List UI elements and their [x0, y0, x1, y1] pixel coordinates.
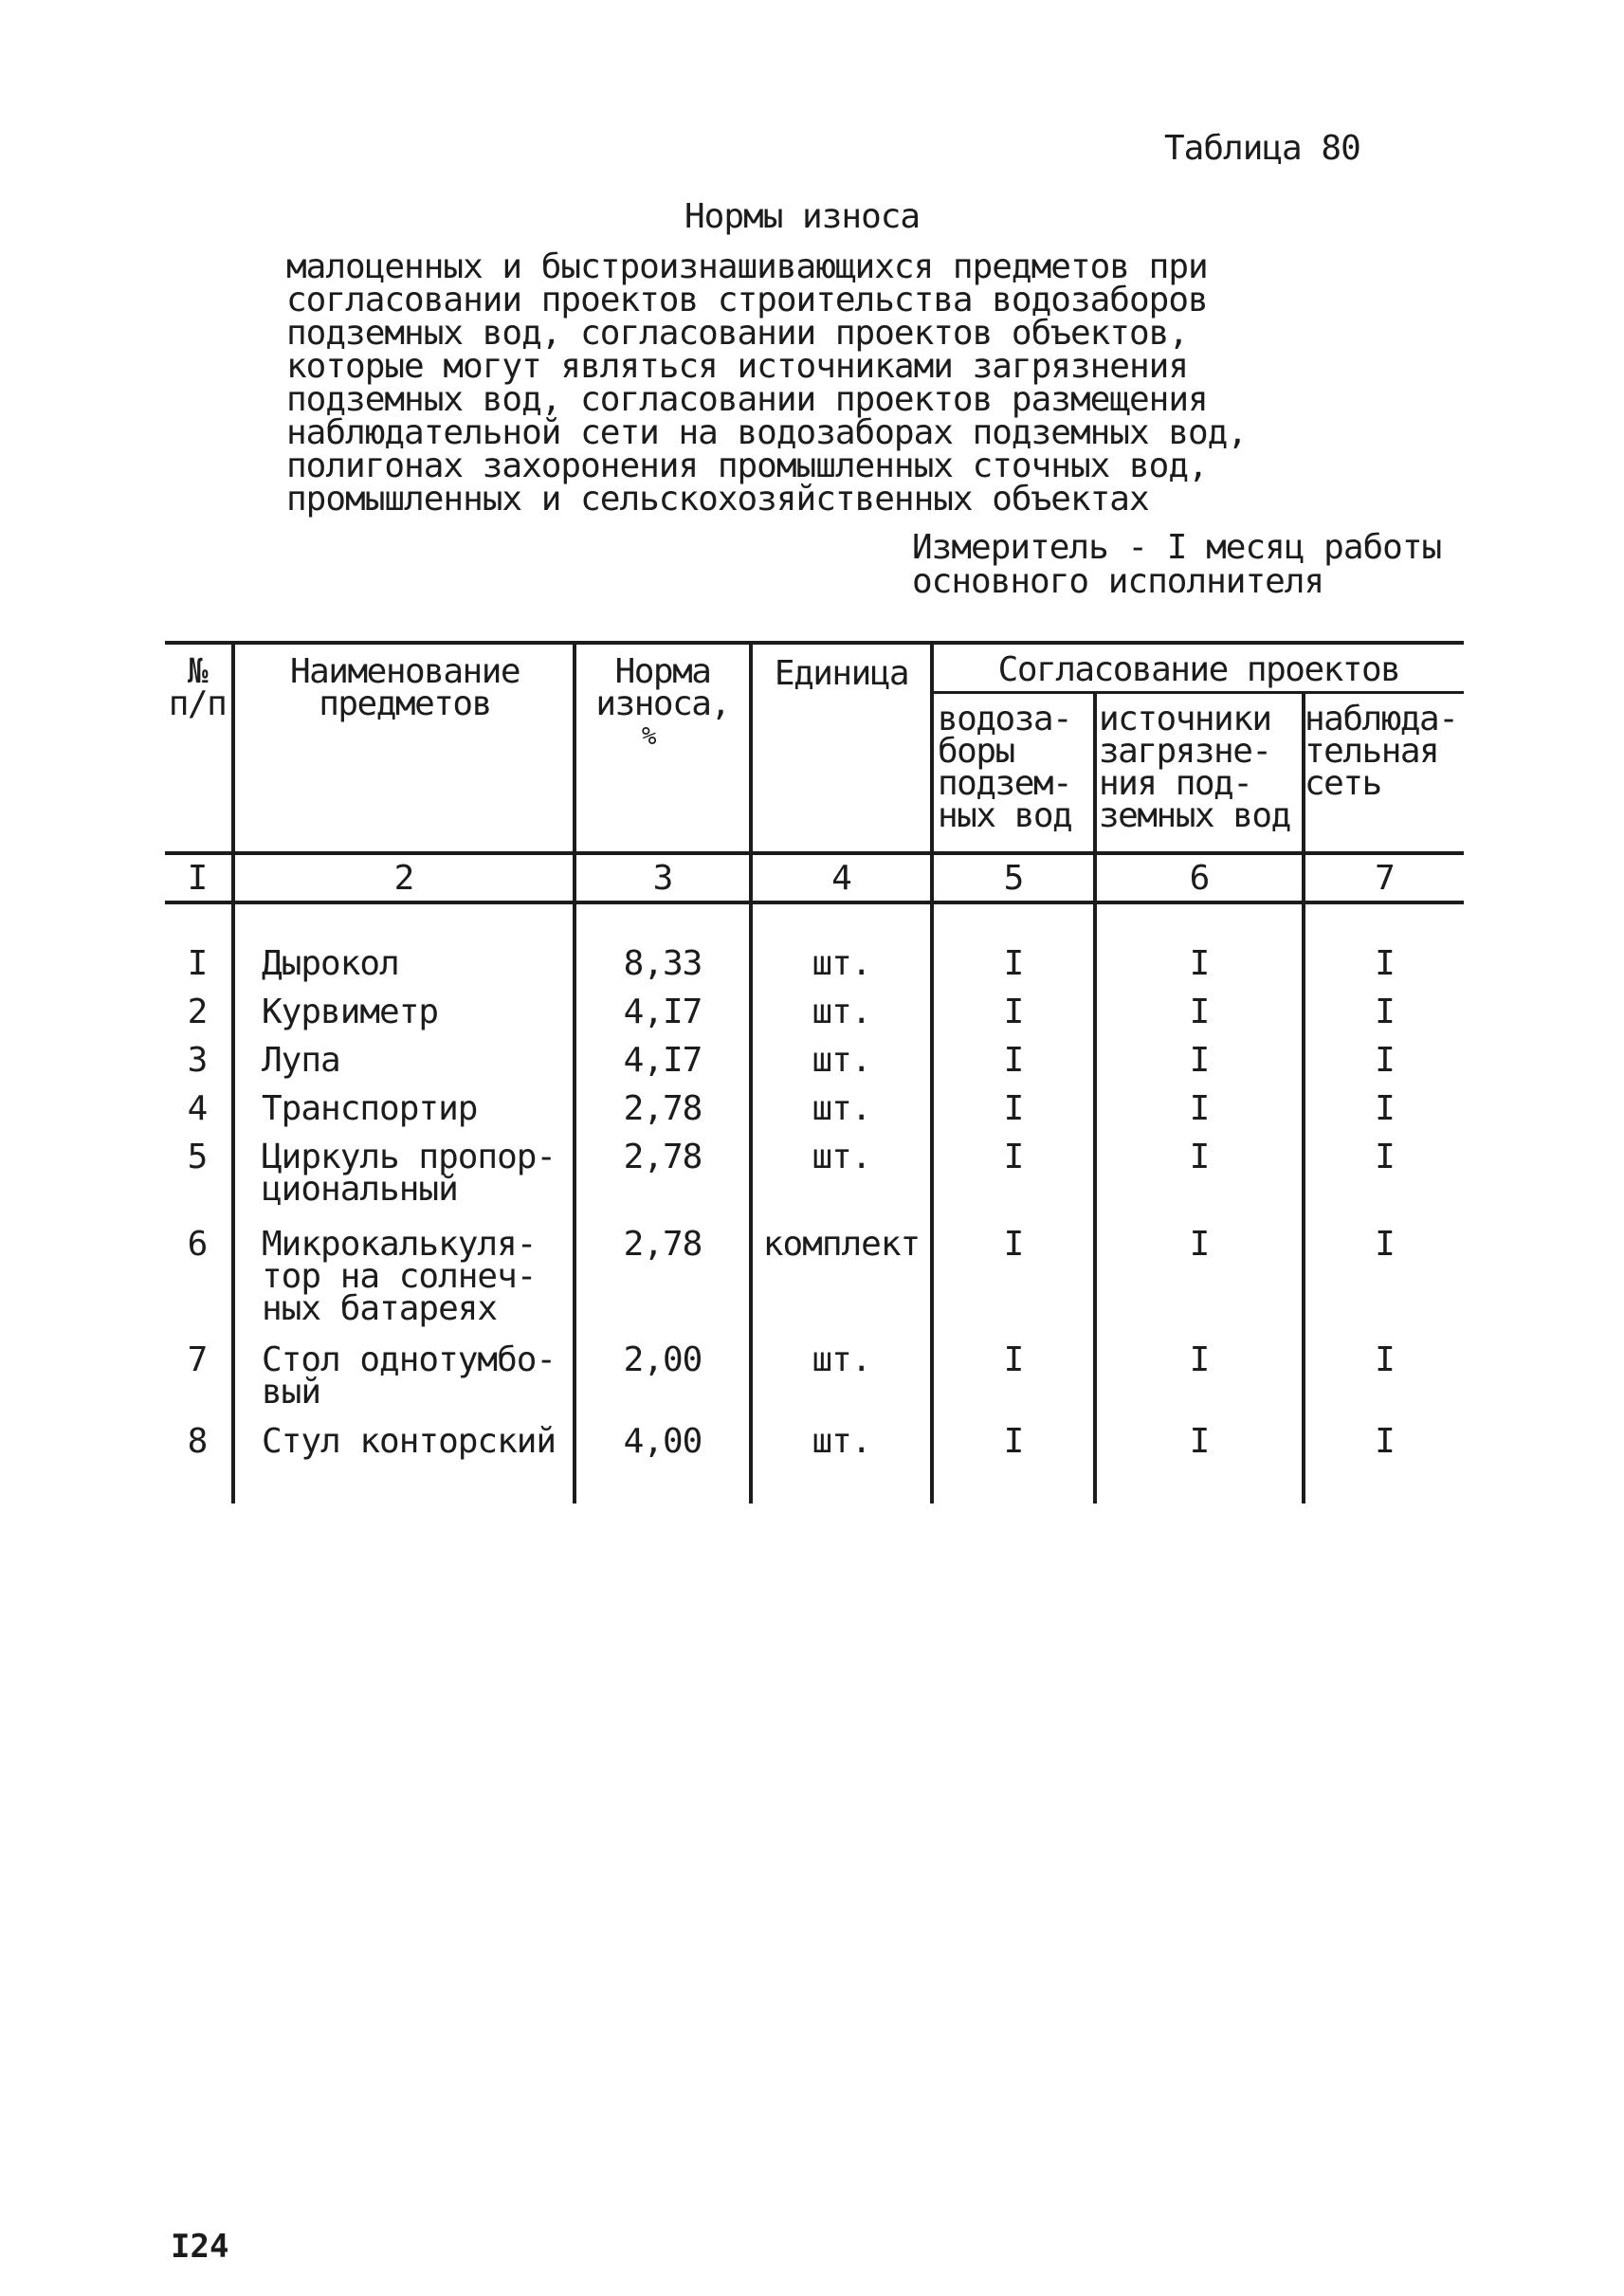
- row-c6: I: [1189, 1225, 1210, 1264]
- subtitle-line: малоценных и быстроизнашивающихся предметов при: [286, 247, 1208, 286]
- row-unit: шт.: [812, 944, 871, 983]
- row-norm: 4,00: [623, 1422, 703, 1461]
- header-col7-line: наблюда-: [1305, 700, 1458, 738]
- row-norm: 2,78: [623, 1138, 703, 1176]
- row-c7: I: [1375, 944, 1395, 983]
- header-num: [161, 652, 233, 723]
- subtitle-line: которые могут являться источниками загрязнения: [286, 347, 1188, 386]
- colnum-2: 2: [393, 859, 414, 898]
- subtitle-line: подземных вод, согласовании проектов размещения: [286, 380, 1208, 419]
- row-num: 4: [187, 1089, 208, 1128]
- row-c5: I: [1003, 1225, 1024, 1264]
- row-unit: шт.: [812, 1422, 871, 1461]
- table-label: Таблица 80: [1164, 129, 1360, 168]
- header-norm-line: Норма: [614, 652, 711, 691]
- measure-line: Измеритель - I месяц работы: [912, 528, 1442, 567]
- header-group: Согласование проектов: [997, 650, 1400, 689]
- row-c5: I: [1003, 944, 1024, 983]
- row-c6: I: [1189, 1138, 1210, 1176]
- colnum-6: 6: [1189, 859, 1210, 898]
- group-header-rule: [934, 691, 1464, 694]
- row-name: Стул конторский: [262, 1422, 557, 1461]
- row-unit: шт.: [812, 993, 871, 1031]
- row-num: 2: [187, 993, 208, 1031]
- colnum-4: 4: [831, 859, 851, 898]
- page-title: Нормы износа: [684, 197, 921, 236]
- header-name-line: Наименование: [289, 652, 520, 691]
- measure-unit: [912, 528, 1442, 601]
- row-name: Дырокол: [262, 944, 399, 983]
- header-col5-line: боры: [938, 732, 1014, 771]
- header-unit: Единица: [774, 654, 909, 693]
- header-col6-line: источники: [1099, 700, 1271, 738]
- row-name: Курвиметр: [262, 993, 439, 1031]
- row-unit: шт.: [812, 1138, 871, 1176]
- row-name: Транспортир: [262, 1089, 478, 1128]
- subtitle-line: подземных вод, согласовании проектов объектов,: [286, 314, 1188, 353]
- table-subtitle: [286, 247, 1248, 519]
- row-name: Микрокалькуля- тор на солнеч- ных батареях: [262, 1225, 537, 1328]
- colnum-5: 5: [1003, 859, 1024, 898]
- row-c5: I: [1003, 1089, 1024, 1128]
- row-num: 6: [187, 1225, 208, 1264]
- row-c5: I: [1003, 1041, 1024, 1080]
- row-norm: 4,I7: [623, 1041, 703, 1080]
- row-c6: I: [1189, 993, 1210, 1031]
- measure-line: основного исполнителя: [912, 562, 1324, 601]
- colnum-3: 3: [652, 859, 673, 898]
- row-num: 7: [187, 1340, 208, 1379]
- row-name: Стол однотумбо- вый: [262, 1340, 557, 1412]
- header-col6-line: ния под-: [1099, 764, 1252, 803]
- row-c7: I: [1375, 1041, 1395, 1080]
- row-norm: 2,78: [623, 1089, 703, 1128]
- header-num-symbol: №: [187, 652, 208, 691]
- header-col7-line: сеть: [1305, 764, 1381, 803]
- header-name-line: предметов: [319, 684, 491, 723]
- row-unit: шт.: [812, 1041, 871, 1080]
- row-name: Циркуль пропор- циональный: [262, 1138, 557, 1209]
- header-col7-line: тельная: [1305, 732, 1439, 771]
- row-unit: комплект: [762, 1225, 921, 1264]
- row-num: 8: [187, 1422, 208, 1461]
- row-num: 5: [187, 1138, 208, 1176]
- row-norm: 8,33: [623, 944, 703, 983]
- row-c5: I: [1003, 993, 1024, 1031]
- row-unit: шт.: [812, 1089, 871, 1128]
- header-norm-unit: %: [641, 722, 656, 751]
- colnum-7: 7: [1375, 859, 1395, 898]
- row-norm: 4,I7: [623, 993, 703, 1031]
- row-norm: 2,78: [623, 1225, 703, 1264]
- header-col5: [938, 700, 1072, 835]
- row-c5: I: [1003, 1138, 1024, 1176]
- header-col5-line: водоза-: [938, 700, 1072, 738]
- colnum-1: I: [187, 859, 208, 898]
- subtitle-line: наблюдательной сети на водозаборах подземных вод,: [286, 413, 1248, 452]
- header-col5-line: подзем-: [938, 764, 1072, 803]
- row-c5: I: [1003, 1340, 1024, 1379]
- row-num: 3: [187, 1041, 208, 1080]
- header-col6-line: загрязне-: [1099, 732, 1271, 771]
- header-norm: [575, 652, 751, 753]
- row-num: I: [187, 944, 208, 983]
- subtitle-line: согласовании проектов строительства водозаборов: [286, 281, 1208, 319]
- header-col6: [1099, 700, 1290, 835]
- header-col5-line: ных вод: [938, 796, 1072, 835]
- header-col7: [1305, 700, 1458, 803]
- header-num-label: п/п: [168, 684, 227, 723]
- row-c6: I: [1189, 944, 1210, 983]
- row-c7: I: [1375, 1340, 1395, 1379]
- table-top-rule: [165, 641, 1464, 645]
- row-c6: I: [1189, 1340, 1210, 1379]
- row-c7: I: [1375, 993, 1395, 1031]
- row-c6: I: [1189, 1422, 1210, 1461]
- row-norm: 2,00: [623, 1340, 703, 1379]
- row-c7: I: [1375, 1089, 1395, 1128]
- page-number: I24: [171, 2228, 229, 2266]
- row-c6: I: [1189, 1089, 1210, 1128]
- row-c7: I: [1375, 1422, 1395, 1461]
- colnum-bottom-rule: [165, 901, 1464, 904]
- row-c7: I: [1375, 1138, 1395, 1176]
- row-c6: I: [1189, 1041, 1210, 1080]
- header-col6-line: земных вод: [1099, 796, 1290, 835]
- subtitle-line: промышленных и сельскохозяйственных объектах: [286, 480, 1149, 519]
- row-c5: I: [1003, 1422, 1024, 1461]
- header-bottom-rule: [165, 851, 1464, 855]
- header-name: [237, 652, 573, 723]
- header-norm-line: износа,: [595, 684, 730, 723]
- subtitle-line: полигонах захоронения промышленных сточных вод,: [286, 446, 1208, 485]
- row-unit: шт.: [812, 1340, 871, 1379]
- row-name: Лупа: [262, 1041, 340, 1080]
- row-c7: I: [1375, 1225, 1395, 1264]
